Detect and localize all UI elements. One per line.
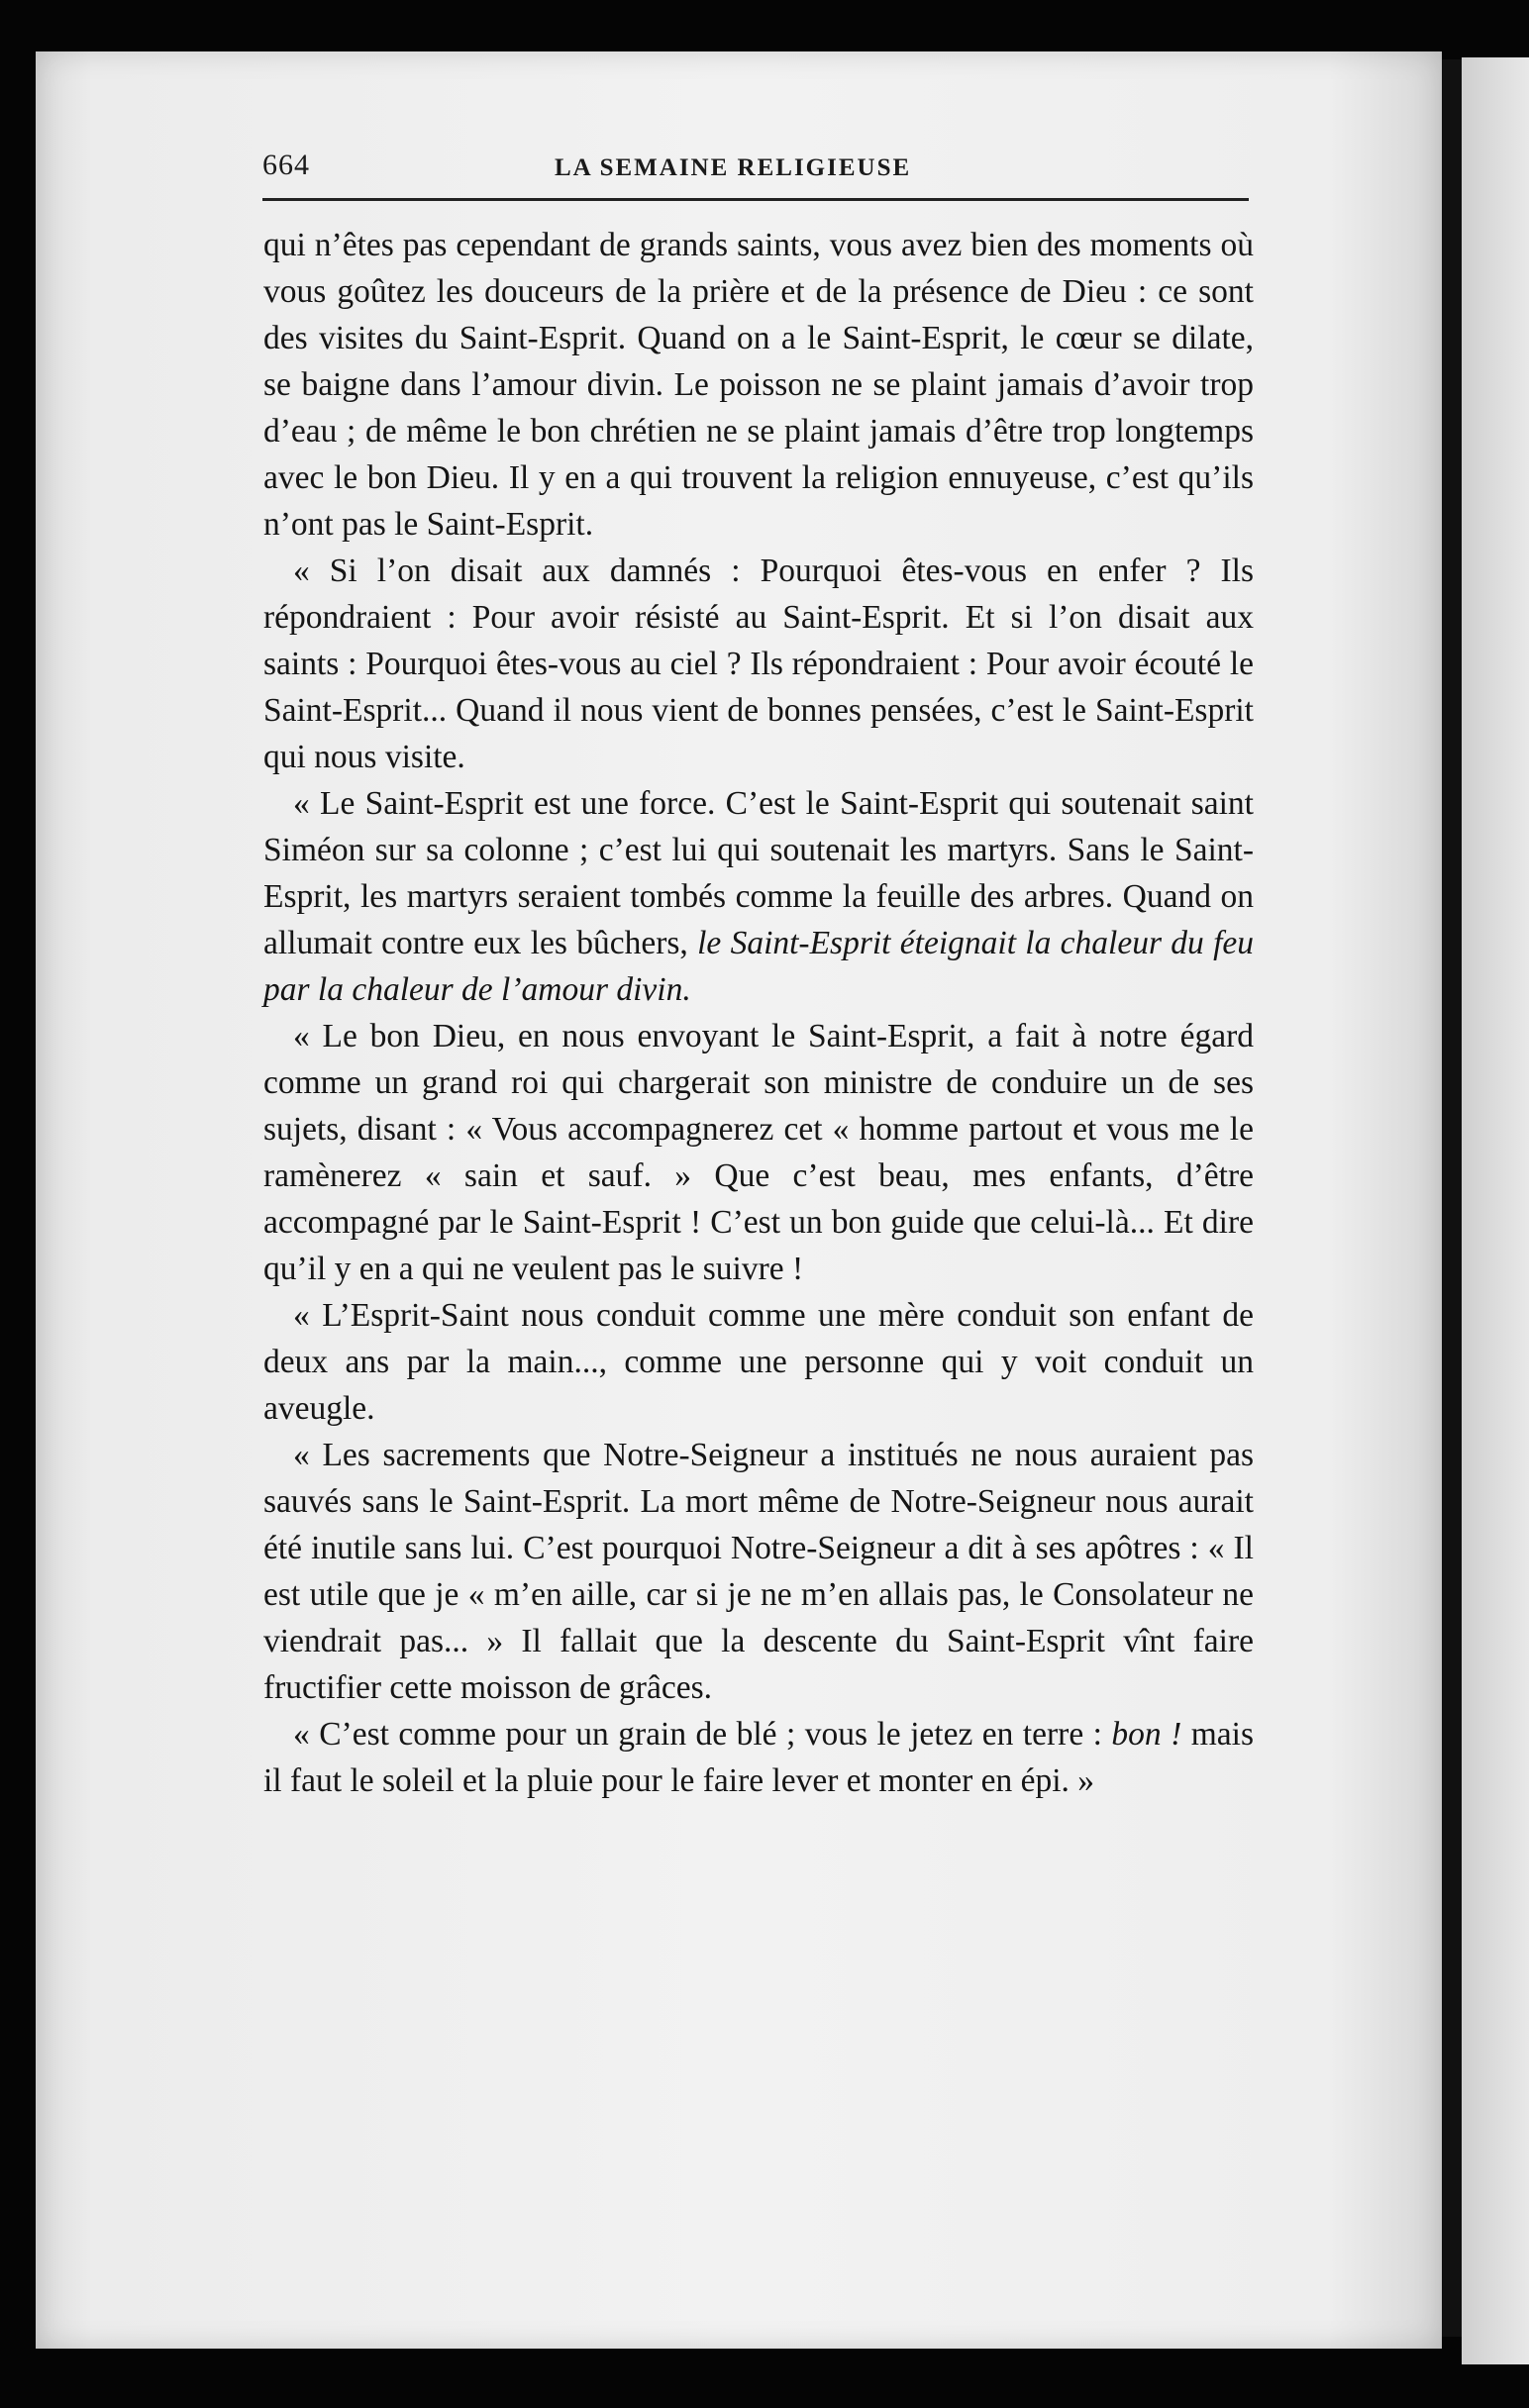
italic-phrase: bon ! (1111, 1716, 1182, 1753)
running-title: LA SEMAINE RELIGIEUSE (555, 154, 912, 181)
paragraph: « L’Esprit-Saint nous conduit comme une mère conduit son enfant de deux ans par la main..., comme une personne qui y voit conduit un aveugle. (263, 1297, 1254, 1427)
paragraph: « Les sacrements que Notre-Seigneur a institués ne nous auraient pas sauvés sans le Saint-Esprit. La mort même de Notre-Seigneur nous aurait été inutile sans lui. C’est pourquoi Notre-Seigneur a dit à ses apôtres : « Il est utile que je « m’en aille, car si je ne m’en allais pas, le Consolateur ne viendrait pas... » Il fallait que la descente du Saint-Esprit vînt faire fructifier cette moisson de grâces. (263, 1437, 1254, 1706)
paragraph: « Le Saint-Esprit est une force. C’est le Saint-Esprit qui soutenait saint Siméon sur sa colonne ; c’est lui qui soutenait les martyrs. Sans le Saint-Esprit, les martyrs seraient tombés comme la feuille des arbres. Quand on allumait contre eux les bûchers, le Saint-Esprit éteignait la chaleur du feu par la chaleur de l’amour divin. (263, 785, 1254, 1008)
paragraph: « Si l’on disait aux damnés : Pourquoi êtes-vous en enfer ? Ils répondraient : Pour avoir résisté au Saint-Esprit. Et si l’on disait aux saints : Pourquoi êtes-vous au ciel ? Ils répondraient : Pour avoir écouté le Saint-Esprit... Quand il nous vient de bonnes pensées, c’est le Saint-Esprit qui nous visite. (263, 552, 1254, 775)
page-header (262, 149, 1248, 198)
paragraph: qui n’êtes pas cependant de grands saints, vous avez bien des moments où vous goûtez les douceurs de la prière et de la présence de Dieu : ce sont des visites du Saint-Esprit. Quand on a le Saint-Esprit, le cœur se dilate, se baigne dans l’amour divin. Le poisson ne se plaint jamais d’avoir trop d’eau ; de même le bon chrétien ne se plaint jamais d’être trop longtemps avec le bon Dieu. Il y en a qui trouvent la religion ennuyeuse, c’est qu’ils n’ont pas le Saint-Esprit. (263, 227, 1254, 543)
header-rule (262, 198, 1249, 201)
italic-phrase: le Saint-Esprit éteignait la chaleur du feu par la chaleur de l’amour divin. (263, 925, 1254, 1008)
page-number: 664 (262, 149, 310, 181)
adjacent-page-edge (1462, 57, 1529, 2364)
paragraph: « Le bon Dieu, en nous envoyant le Saint-Esprit, a fait à notre égard comme un grand roi qui chargerait son ministre de conduire un de ses sujets, disant : « Vous accompagnerez cet « homme partout et vous me le ramènerez « sain et sauf. » Que c’est beau, mes enfants, d’être accompagné par le Saint-Esprit ! C’est un bon guide que celui-là... Et dire qu’il y en a qui ne veulent pas le suivre ! (263, 1018, 1254, 1287)
body-text (263, 222, 1254, 1804)
paragraph: « C’est comme pour un grain de blé ; vous le jetez en terre : bon ! mais il faut le soleil et la pluie pour le faire lever et monter en épi. » (263, 1716, 1255, 1799)
page-gutter (1442, 59, 1462, 2337)
